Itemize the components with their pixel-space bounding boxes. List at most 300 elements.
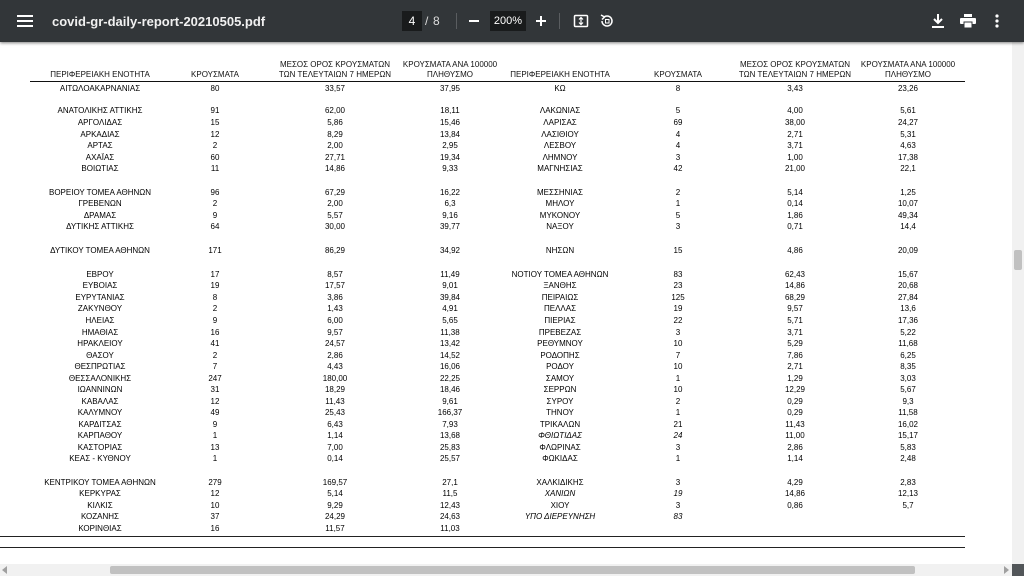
right-region-name: ΧΑΝΙΩΝ: [544, 489, 576, 498]
left-region-name: ΔΥΤΙΚΟΥ ΤΟΜΕΑ ΑΘΗΝΩΝ: [50, 246, 150, 255]
right-cases-value: 3: [675, 222, 681, 231]
right-region-name: ΜΑΓΝΗΣΙΑΣ: [537, 164, 583, 173]
right-cases-value: 21: [673, 420, 683, 429]
left-avg7-value: 169,57: [322, 478, 348, 487]
right-per100k-value: 22,1: [900, 164, 916, 173]
left-cases-value: 12: [210, 130, 220, 139]
left-cases-value: 1: [212, 454, 218, 463]
right-avg7-value: 1,29: [787, 374, 803, 383]
left-per100k-value: 37,95: [439, 84, 461, 93]
header-per100k-line2: ΠΛΗΘΥΣΜΟ: [426, 70, 474, 79]
right-cases-value: 19: [673, 489, 683, 498]
left-region-name: ΚΑΡΠΑΘΟΥ: [77, 431, 123, 440]
right-per100k-value: 4,63: [900, 141, 916, 150]
right-cases-value: 7: [675, 351, 681, 360]
right-avg7-value: 11,43: [785, 420, 805, 429]
left-cases-value: 41: [210, 339, 220, 348]
table-bottom-rule-2: [0, 547, 965, 548]
page-separator: /: [425, 14, 429, 28]
left-region-name: ΔΡΑΜΑΣ: [83, 211, 117, 220]
right-per100k-value: 15,17: [897, 431, 919, 440]
left-per100k-value: 16,06: [439, 362, 461, 371]
left-per100k-value: 11,03: [440, 524, 460, 533]
left-cases-value: 10: [210, 501, 220, 510]
left-avg7-value: 7,00: [327, 443, 343, 452]
left-region-name: ΒΟΡΕΙΟΥ ΤΟΜΕΑ ΑΘΗΝΩΝ: [48, 188, 152, 197]
right-avg7-value: 9,57: [787, 304, 803, 313]
right-region-name: ΜΗΛΟΥ: [545, 199, 575, 208]
left-region-name: ΑΝΑΤΟΛΙΚΗΣ ΑΤΤΙΚΗΣ: [57, 106, 143, 115]
right-avg7-value: 1,86: [787, 211, 803, 220]
left-per100k-value: 27,1: [442, 478, 458, 487]
left-region-name: ΚΑΣΤΟΡΙΑΣ: [77, 443, 123, 452]
horizontal-scrollbar[interactable]: [0, 564, 1012, 576]
left-cases-value: 2: [212, 141, 218, 150]
left-cases-value: 2: [212, 304, 218, 313]
right-avg7-value: 0,29: [787, 408, 803, 417]
left-region-name: ΑΧΑΪΑΣ: [85, 153, 115, 162]
left-cases-value: 37: [210, 512, 220, 521]
left-per100k-value: 11,38: [440, 328, 460, 337]
right-region-name: ΜΕΣΣΗΝΙΑΣ: [537, 188, 583, 197]
download-icon[interactable]: [929, 0, 947, 42]
left-cases-value: 247: [208, 374, 222, 383]
left-region-name: ΚΕΡΚΥΡΑΣ: [79, 489, 121, 498]
left-avg7-value: 4,43: [327, 362, 343, 371]
right-per100k-value: 5,31: [900, 130, 916, 139]
left-per100k-value: 39,84: [439, 293, 461, 302]
left-cases-value: 2: [212, 351, 218, 360]
left-cases-value: 60: [210, 153, 220, 162]
left-per100k-value: 18,46: [439, 385, 461, 394]
left-per100k-value: 11,49: [440, 270, 460, 279]
left-per100k-value: 24,63: [439, 512, 461, 521]
right-per100k-value: 11,58: [898, 408, 918, 417]
left-per100k-value: 6,3: [444, 199, 456, 208]
vertical-scrollbar[interactable]: [1012, 42, 1024, 564]
right-cases-value: 1: [675, 199, 681, 208]
right-avg7-value: 1,14: [787, 454, 803, 463]
right-cases-value: 19: [673, 304, 683, 313]
pdf-page: [0, 42, 1012, 564]
left-region-name: ΚΑΒΑΛΑΣ: [81, 397, 119, 406]
header-avg7-line2: ΤΩΝ ΤΕΛΕΥΤΑΙΩΝ 7 ΗΜΕΡΩΝ: [738, 70, 852, 79]
left-avg7-value: 9,57: [327, 328, 343, 337]
left-region-name: ΗΡΑΚΛΕΙΟΥ: [77, 339, 123, 348]
header-avg7-right: [730, 60, 860, 80]
left-per100k-value: 13,42: [439, 339, 461, 348]
right-region-name: ΝΑΞΟΥ: [546, 222, 574, 231]
right-cases-value: 3: [675, 443, 681, 452]
right-cases-value: 24: [673, 431, 683, 440]
right-region-name: ΜΥΚΟΝΟΥ: [539, 211, 581, 220]
right-region-name: ΧΙΟΥ: [550, 501, 570, 510]
right-per100k-value: 5,22: [900, 328, 916, 337]
right-avg7-value: 7,86: [787, 351, 803, 360]
right-cases-value: 3: [675, 328, 681, 337]
right-region-name: ΛΗΜΝΟΥ: [542, 153, 578, 162]
left-per100k-value: 9,61: [442, 397, 458, 406]
right-per100k-value: 27,84: [897, 293, 919, 302]
right-per100k-value: 2,48: [900, 454, 916, 463]
right-cases-value: 8: [675, 84, 681, 93]
right-region-name: ΠΕΛΛΑΣ: [543, 304, 577, 313]
right-region-name: ΝΗΣΩΝ: [545, 246, 575, 255]
right-per100k-value: 2,83: [900, 478, 916, 487]
right-avg7-value: 68,29: [784, 293, 806, 302]
right-avg7-value: 12,29: [784, 385, 806, 394]
right-per100k-value: 23,26: [897, 84, 919, 93]
right-region-name: ΦΛΩΡΙΝΑΣ: [539, 443, 581, 452]
header-per100k-line1: ΚΡΟΥΣΜΑΤΑ ΑΝΑ 100000: [402, 60, 498, 69]
pdf-toolbar: [0, 0, 1024, 42]
left-avg7-value: 30,00: [324, 222, 346, 231]
left-per100k-value: 39,77: [439, 222, 461, 231]
right-cases-value: 2: [675, 397, 681, 406]
right-avg7-value: 3,71: [787, 141, 803, 150]
left-cases-value: 12: [210, 397, 220, 406]
right-cases-value: 10: [673, 339, 683, 348]
left-avg7-value: 9,29: [327, 501, 343, 510]
right-per100k-value: 20,68: [897, 281, 919, 290]
header-per100k-line1: ΚΡΟΥΣΜΑΤΑ ΑΝΑ 100000: [860, 60, 956, 69]
right-region-name: ΛΕΣΒΟΥ: [543, 141, 577, 150]
right-per100k-value: 14,4: [900, 222, 916, 231]
right-region-name: ΦΘΙΩΤΙΔΑΣ: [538, 431, 582, 440]
right-avg7-value: 62,43: [784, 270, 806, 279]
right-per100k-value: 11,68: [898, 339, 918, 348]
page-number-input[interactable]: 4: [402, 11, 422, 31]
left-per100k-value: 9,33: [442, 164, 458, 173]
left-region-name: ΑΡΤΑΣ: [87, 141, 113, 150]
left-region-name: ΑΡΓΟΛΙΔΑΣ: [77, 118, 123, 127]
left-per100k-value: 13,84: [439, 130, 461, 139]
right-per100k-value: 24,27: [897, 118, 919, 127]
header-avg7-left: [270, 60, 400, 80]
right-region-name: ΚΩ: [554, 84, 566, 93]
right-cases-value: 3: [675, 501, 681, 510]
right-region-name: ΣΕΡΡΩΝ: [543, 385, 577, 394]
header-avg7-line2: ΤΩΝ ΤΕΛΕΥΤΑΙΩΝ 7 ΗΜΕΡΩΝ: [278, 70, 392, 79]
left-avg7-value: 24,57: [324, 339, 346, 348]
right-cases-value: 1: [675, 408, 681, 417]
right-avg7-value: 0,86: [787, 501, 803, 510]
left-avg7-value: 25,43: [324, 408, 346, 417]
right-region-name: ΛΑΚΩΝΙΑΣ: [539, 106, 581, 115]
right-per100k-value: 10,07: [897, 199, 919, 208]
left-per100k-value: 11,5: [442, 489, 458, 498]
menu-icon[interactable]: [10, 0, 40, 42]
left-avg7-value: 24,29: [324, 512, 346, 521]
left-avg7-value: 8,57: [327, 270, 343, 279]
left-region-name: ΑΡΚΑΔΙΑΣ: [80, 130, 120, 139]
left-region-name: ΚΕΑΣ - ΚΥΘΝΟΥ: [69, 454, 131, 463]
left-per100k-value: 12,43: [439, 501, 461, 510]
right-region-name: ΝΟΤΙΟΥ ΤΟΜΕΑ ΑΘΗΝΩΝ: [511, 270, 609, 279]
right-per100k-value: 6,25: [900, 351, 916, 360]
right-region-name: ΥΠΟ ΔΙΕΡΕΥΝΗΣΗ: [524, 512, 596, 521]
left-per100k-value: 34,92: [439, 246, 461, 255]
left-region-name: ΙΩΑΝΝΙΝΩΝ: [77, 385, 123, 394]
table-bottom-rule: [0, 536, 965, 537]
left-region-name: ΘΕΣΣΑΛΟΝΙΚΗΣ: [68, 374, 132, 383]
right-per100k-value: 5,7: [902, 501, 914, 510]
right-avg7-value: 11,00: [785, 431, 805, 440]
left-cases-value: 15: [210, 118, 220, 127]
header-per100k-right: [848, 60, 968, 80]
right-avg7-value: 5,29: [787, 339, 803, 348]
right-cases-value: 125: [671, 293, 685, 302]
left-avg7-value: 6,43: [327, 420, 343, 429]
right-region-name: ΣΥΡΟΥ: [546, 397, 574, 406]
right-avg7-value: 0,71: [787, 222, 803, 231]
right-avg7-value: 2,71: [787, 362, 803, 371]
left-per100k-value: 5,65: [442, 316, 458, 325]
header-per100k-line2: ΠΛΗΘΥΣΜΟ: [884, 70, 932, 79]
left-region-name: ΚΙΛΚΙΣ: [87, 501, 113, 510]
left-per100k-value: 22,25: [439, 374, 461, 383]
right-per100k-value: 13,6: [900, 304, 916, 313]
right-avg7-value: 4,00: [787, 106, 803, 115]
left-cases-value: 9: [212, 420, 218, 429]
left-region-name: ΔΥΤΙΚΗΣ ΑΤΤΙΚΗΣ: [66, 222, 134, 231]
header-rule: [30, 81, 965, 82]
right-region-name: ΞΑΝΘΗΣ: [543, 281, 577, 290]
left-per100k-value: 19,34: [439, 153, 461, 162]
zoom-in-button[interactable]: [531, 0, 551, 42]
left-cases-value: 80: [210, 84, 220, 93]
zoom-level-input[interactable]: 200%: [490, 11, 526, 31]
left-avg7-value: 18,29: [324, 385, 346, 394]
right-cases-value: 3: [675, 478, 681, 487]
right-region-name: ΡΟΔΟΠΗΣ: [540, 351, 580, 360]
right-avg7-value: 0,29: [787, 397, 803, 406]
left-per100k-value: 25,57: [439, 454, 461, 463]
right-per100k-value: 3,03: [900, 374, 916, 383]
left-cases-value: 8: [212, 293, 218, 302]
right-region-name: ΤΗΝΟΥ: [546, 408, 574, 417]
right-region-name: ΠΙΕΡΙΑΣ: [544, 316, 576, 325]
right-cases-value: 4: [675, 130, 681, 139]
left-cases-value: 9: [212, 316, 218, 325]
right-cases-value: 10: [673, 385, 683, 394]
left-cases-value: 91: [210, 106, 220, 115]
right-avg7-value: 14,86: [784, 281, 806, 290]
right-per100k-value: 8,35: [900, 362, 916, 371]
right-region-name: ΡΟΔΟΥ: [546, 362, 574, 371]
left-cases-value: 279: [208, 478, 222, 487]
left-cases-value: 171: [208, 246, 222, 255]
right-cases-value: 83: [673, 512, 683, 521]
left-avg7-value: 3,86: [327, 293, 343, 302]
left-region-name: ΘΕΣΠΡΩΤΙΑΣ: [74, 362, 126, 371]
left-per100k-value: 2,95: [442, 141, 458, 150]
left-region-name: ΗΜΑΘΙΑΣ: [81, 328, 119, 337]
left-avg7-value: 5,14: [327, 489, 343, 498]
right-region-name: ΤΡΙΚΑΛΩΝ: [539, 420, 581, 429]
right-avg7-value: 3,43: [787, 84, 803, 93]
left-avg7-value: 2,00: [327, 199, 343, 208]
left-per100k-value: 4,91: [442, 304, 458, 313]
right-per100k-value: 17,38: [897, 153, 919, 162]
right-per100k-value: 5,83: [900, 443, 916, 452]
left-avg7-value: 1,43: [327, 304, 343, 313]
fit-page-icon[interactable]: [572, 0, 590, 42]
left-region-name: ΕΒΡΟΥ: [86, 270, 114, 279]
right-region-name: ΧΑΛΚΙΔΙΚΗΣ: [536, 478, 584, 487]
left-cases-value: 7: [212, 362, 218, 371]
left-avg7-value: 6,00: [327, 316, 343, 325]
left-region-name: ΗΛΕΙΑΣ: [85, 316, 115, 325]
left-cases-value: 17: [210, 270, 220, 279]
left-avg7-value: 2,86: [327, 351, 343, 360]
right-cases-value: 69: [673, 118, 683, 127]
right-avg7-value: 14,86: [784, 489, 806, 498]
right-cases-value: 2: [675, 188, 681, 197]
header-cases-right: ΚΡΟΥΣΜΑΤΑ: [654, 70, 702, 79]
right-cases-value: 10: [673, 362, 683, 371]
pdf-viewport[interactable]: [0, 42, 1012, 564]
right-region-name: ΠΡΕΒΕΖΑΣ: [538, 328, 582, 337]
left-region-name: ΚΑΡΔΙΤΣΑΣ: [78, 420, 122, 429]
right-per100k-value: 1,25: [900, 188, 916, 197]
right-per100k-value: 17,36: [897, 316, 919, 325]
rotate-icon[interactable]: [598, 0, 616, 42]
right-cases-value: 83: [673, 270, 683, 279]
left-avg7-value: 2,00: [327, 141, 343, 150]
right-cases-value: 5: [675, 106, 681, 115]
left-avg7-value: 1,14: [327, 431, 343, 440]
left-avg7-value: 86,29: [324, 246, 346, 255]
right-per100k-value: 5,61: [900, 106, 916, 115]
right-cases-value: 1: [675, 454, 681, 463]
left-avg7-value: 11,57: [325, 524, 345, 533]
left-avg7-value: 0,14: [327, 454, 343, 463]
left-cases-value: 1: [212, 431, 218, 440]
left-region-name: ΚΑΛΥΜΝΟΥ: [77, 408, 123, 417]
toolbar-divider: [559, 13, 560, 29]
left-region-name: ΚΕΝΤΡΙΚΟΥ ΤΟΜΕΑ ΑΘΗΝΩΝ: [44, 478, 156, 487]
left-cases-value: 31: [210, 385, 220, 394]
header-avg7-line1: ΜΕΣΟΣ ΟΡΟΣ ΚΡΟΥΣΜΑΤΩΝ: [739, 60, 851, 69]
right-region-name: ΦΩΚΙΔΑΣ: [542, 454, 578, 463]
left-cases-value: 19: [210, 281, 220, 290]
header-region-right: ΠΕΡΙΦΕΡΕΙΑΚΗ ΕΝΟΤΗΤΑ: [510, 70, 610, 79]
left-per100k-value: 166,37: [437, 408, 463, 417]
right-avg7-value: 5,71: [787, 316, 803, 325]
right-per100k-value: 5,67: [900, 385, 916, 394]
left-region-name: ΒΟΙΩΤΙΑΣ: [81, 164, 119, 173]
right-region-name: ΛΑΣΙΘΙΟΥ: [541, 130, 579, 139]
left-avg7-value: 67,29: [324, 188, 346, 197]
right-per100k-value: 16,02: [897, 420, 919, 429]
left-avg7-value: 14,86: [324, 164, 346, 173]
right-cases-value: 1: [675, 374, 681, 383]
toolbar-divider: [456, 13, 457, 29]
right-avg7-value: 2,86: [787, 443, 803, 452]
right-avg7-value: 38,00: [784, 118, 806, 127]
right-cases-value: 15: [673, 246, 683, 255]
right-avg7-value: 21,00: [784, 164, 806, 173]
left-region-name: ΚΟΡΙΝΘΙΑΣ: [78, 524, 122, 533]
left-per100k-value: 25,83: [439, 443, 461, 452]
page-total: 8: [433, 14, 440, 28]
scroll-right-arrow-icon[interactable]: [1004, 566, 1009, 574]
right-region-name: ΛΑΡΙΣΑΣ: [543, 118, 577, 127]
left-avg7-value: 180,00: [322, 374, 348, 383]
right-cases-value: 4: [675, 141, 681, 150]
left-avg7-value: 8,29: [327, 130, 343, 139]
right-region-name: ΠΕΙΡΑΙΩΣ: [541, 293, 579, 302]
right-cases-value: 23: [673, 281, 683, 290]
document-title: covid-gr-daily-report-20210505.pdf: [52, 13, 266, 29]
left-cases-value: 2: [212, 199, 218, 208]
vertical-scroll-thumb[interactable]: [1014, 250, 1022, 270]
left-per100k-value: 15,46: [439, 118, 461, 127]
right-per100k-value: 20,09: [897, 246, 919, 255]
left-avg7-value: 62,00: [324, 106, 346, 115]
right-avg7-value: 4,29: [787, 478, 803, 487]
right-per100k-value: 9,3: [902, 397, 914, 406]
header-cases-left: ΚΡΟΥΣΜΑΤΑ: [191, 70, 239, 79]
left-region-name: ΕΥΡΥΤΑΝΙΑΣ: [75, 293, 125, 302]
header-avg7-line1: ΜΕΣΟΣ ΟΡΟΣ ΚΡΟΥΣΜΑΤΩΝ: [279, 60, 391, 69]
left-region-name: ΘΑΣΟΥ: [86, 351, 114, 360]
more-options-icon[interactable]: [990, 0, 1004, 42]
right-cases-value: 22: [673, 316, 683, 325]
left-cases-value: 16: [210, 328, 220, 337]
left-region-name: ΕΥΒΟΙΑΣ: [82, 281, 118, 290]
left-cases-value: 12: [210, 489, 220, 498]
left-avg7-value: 11,43: [325, 397, 345, 406]
horizontal-scroll-thumb[interactable]: [110, 566, 915, 574]
right-per100k-value: 12,13: [897, 489, 919, 498]
left-cases-value: 49: [210, 408, 220, 417]
left-cases-value: 16: [210, 524, 220, 533]
left-cases-value: 13: [210, 443, 220, 452]
left-per100k-value: 9,01: [442, 281, 458, 290]
right-avg7-value: 4,86: [787, 246, 803, 255]
left-cases-value: 9: [212, 211, 218, 220]
left-region-name: ΚΟΖΑΝΗΣ: [80, 512, 120, 521]
left-avg7-value: 5,57: [327, 211, 343, 220]
scroll-left-arrow-icon[interactable]: [2, 566, 7, 574]
right-per100k-value: 15,67: [897, 270, 919, 279]
left-cases-value: 96: [210, 188, 220, 197]
header-region-left: ΠΕΡΙΦΕΡΕΙΑΚΗ ΕΝΟΤΗΤΑ: [50, 70, 150, 79]
right-avg7-value: 5,14: [787, 188, 803, 197]
right-region-name: ΣΑΜΟΥ: [545, 374, 575, 383]
left-per100k-value: 16,22: [439, 188, 461, 197]
print-icon[interactable]: [958, 0, 978, 42]
left-region-name: ΑΙΤΩΛΟΑΚΑΡΝΑΝΙΑΣ: [59, 84, 141, 93]
left-avg7-value: 5,86: [327, 118, 343, 127]
right-per100k-value: 49,34: [897, 211, 919, 220]
right-avg7-value: 1,00: [787, 153, 803, 162]
right-cases-value: 3: [675, 153, 681, 162]
left-per100k-value: 13,68: [439, 431, 461, 440]
left-region-name: ΖΑΚΥΝΘΟΥ: [77, 304, 123, 313]
right-cases-value: 42: [673, 164, 683, 173]
right-avg7-value: 2,71: [787, 130, 803, 139]
right-region-name: ΡΕΘΥΜΝΟΥ: [537, 339, 583, 348]
left-region-name: ΓΡΕΒΕΝΩΝ: [78, 199, 122, 208]
right-avg7-value: 3,71: [787, 328, 803, 337]
zoom-out-button[interactable]: [464, 0, 484, 42]
left-avg7-value: 17,57: [324, 281, 346, 290]
left-cases-value: 11: [210, 164, 220, 173]
left-cases-value: 64: [210, 222, 220, 231]
